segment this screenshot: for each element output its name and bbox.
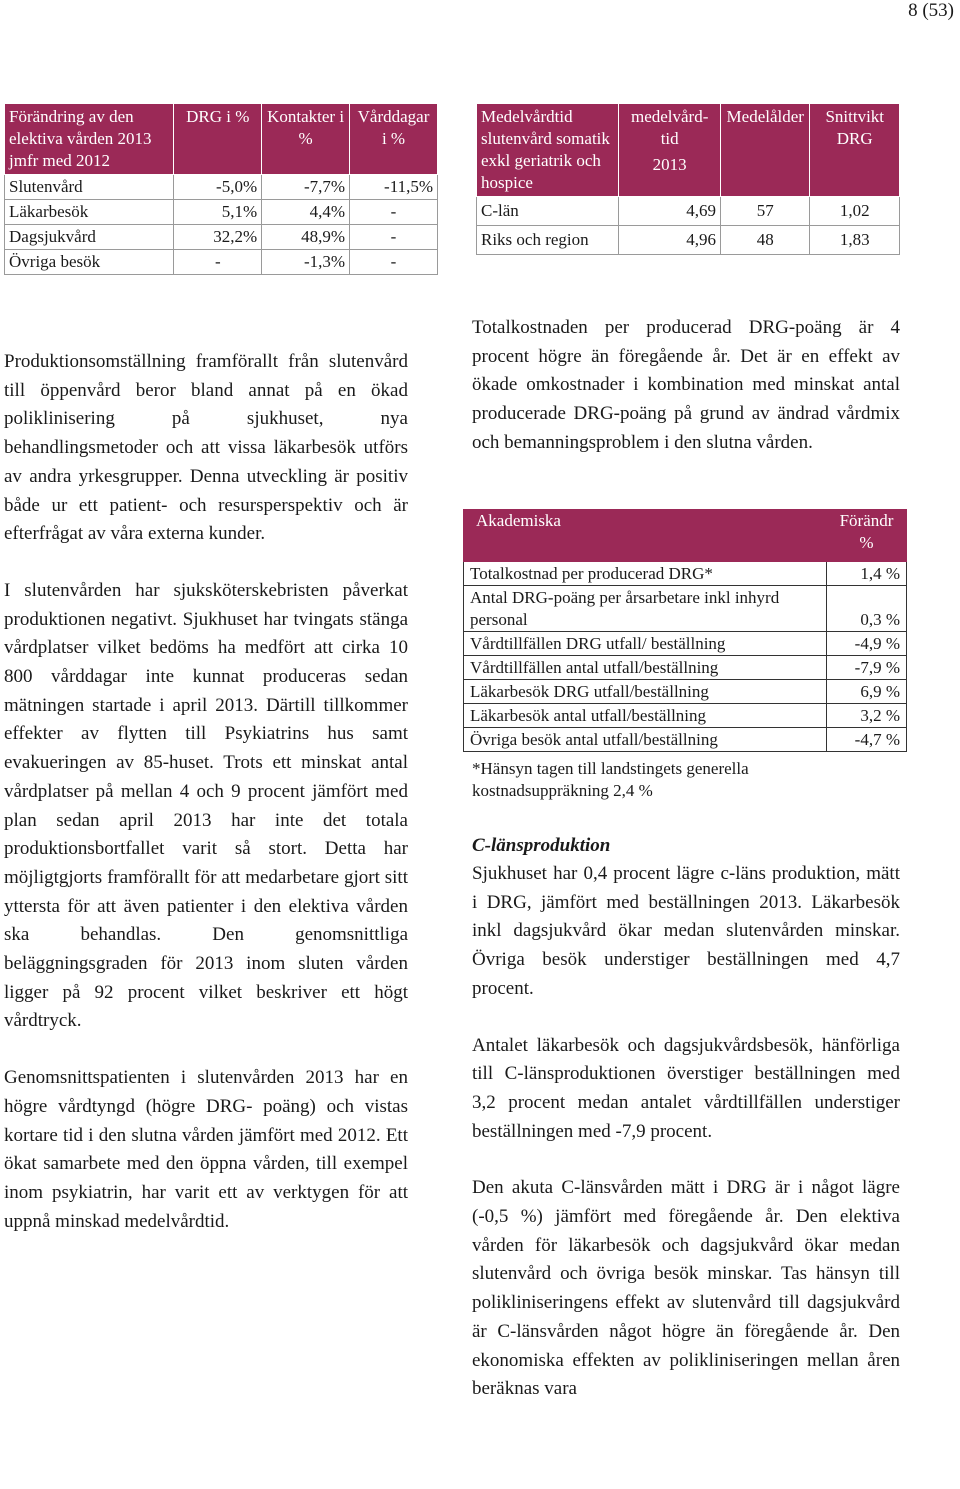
- akademiska-table: [463, 509, 907, 752]
- row-label: C-län: [477, 197, 619, 226]
- table-row: [5, 225, 438, 250]
- cell-varddagar: -: [350, 225, 438, 250]
- row-label: Slutenvård: [5, 175, 174, 200]
- section-heading: C-länsproduktion: [472, 835, 611, 856]
- row-value: -4,9 %: [827, 632, 907, 656]
- row-label: Övriga besök antal utfall/beställning: [464, 728, 827, 752]
- row-value: 3,2 %: [827, 704, 907, 728]
- table-row: [464, 586, 907, 632]
- cell-kontakter: -1,3%: [262, 250, 350, 275]
- row-value: 6,9 %: [827, 680, 907, 704]
- table-row: [5, 175, 438, 200]
- table-row: [464, 632, 907, 656]
- header-varddagar: Vårddagar i %: [350, 104, 438, 175]
- cell-kontakter: -7,7%: [262, 175, 350, 200]
- cell-drg: 32,2%: [174, 225, 262, 250]
- row-value: -4,7 %: [827, 728, 907, 752]
- paragraph: I slutenvården har sjuksköterskebristen påverkat produktionen negativt. Sjukhuset har tvingats stänga vårdplatser vilket bedöms ha medfört att cirka 10 800 vårddagar inte kunnat produceras sedan mätningen startade i april 2013. Därtill tillkommer effekter av flytten till Psykiatrins hus samt evakueringen av 85-huset. Trots ett minskat antal vårdplatser på mellan 4 och 9 procent jämfört med plan sedan april 2013 har inte det totala produktionsbortfallet varit så stort. Detta har möjligtgjorts framförallt för att medarbetare gjort sitt yttersta för att även patienter i den elektiva vården ska behandlas. Den genomsnittliga beläggningsgraden för 2013 inom sluten vården ligger på 92 procent vilket beskriver ett högt vårdtryck.: [4, 579, 408, 1032]
- table-row: [464, 704, 907, 728]
- table-row: [464, 656, 907, 680]
- header-medelvardtid-label: medelvård-tid: [630, 107, 709, 148]
- cell-varddagar: -: [350, 200, 438, 225]
- header-kontakter: Kontakter i %: [262, 104, 350, 175]
- table-row: [477, 226, 900, 255]
- row-label: Läkarbesök antal utfall/beställning: [464, 704, 827, 728]
- row-label: Antal DRG-poäng per årsarbetare inkl inhyrd personal: [464, 586, 827, 632]
- cell-kontakter: 48,9%: [262, 225, 350, 250]
- right-column-text: [472, 832, 900, 1404]
- row-label: Totalkostnad per producerad DRG*: [464, 562, 827, 586]
- cell-medelvardtid: 4,96: [619, 226, 721, 255]
- cell-medelalder: 48: [721, 226, 810, 255]
- header-snittvikt: Snittvikt DRG: [810, 104, 900, 197]
- header-label: Akademiska: [464, 510, 827, 562]
- paragraph: Genomsnittspatienten i slutenvården 2013 har en högre vårdtyngd (högre DRG- poäng) och vistas kortare tid i den slutna vården jämfört med 2012. Ett ökat samarbete med den öppna vården, till exempel inom psykiatrin, har varit ett av verktygen för att uppnå minskad medelvårdtid.: [4, 1067, 408, 1232]
- paragraph: Sjukhuset har 0,4 procent lägre c-läns produktion, mätt i DRG, jämfört med beställningen 2013. Läkarbesök inkl dagsjukvård ökar medan slutenvården minskar. Övriga besök understiger beställningen med 4,7 procent.: [472, 863, 900, 999]
- header-label: Förändring av den elektiva vården 2013 jmfr med 2012: [5, 104, 174, 175]
- cell-snittvikt: 1,02: [810, 197, 900, 226]
- header-label: Medelvårdtid slutenvård somatik exkl geriatrik och hospice: [477, 104, 619, 197]
- header-medelalder: Medelålder: [721, 104, 810, 197]
- row-label: Vårdtillfällen DRG utfall/ beställning: [464, 632, 827, 656]
- paragraph: Den akuta C-länsvården mätt i DRG är i något lägre (-0,5 %) jämfört med föregående år. Den elektiva vården för läkarbesök och dagsjukvård ökar medan slutenvård och övriga besök minskar. Tas hänsyn till polikliniseringens effekt av slutenvård till dagsjukvård är C-länsvården något högre än föregående år. Den ekonomiska effekten av polikliniseringen mellan åren beräknas vara: [472, 1177, 900, 1400]
- table-row: [464, 728, 907, 752]
- cell-snittvikt: 1,83: [810, 226, 900, 255]
- footnote: *Hänsyn tagen till landstingets generella kostnadsuppräkning 2,4 %: [472, 759, 749, 800]
- average-care-time-table: [476, 103, 900, 255]
- table-header-row: [477, 104, 900, 197]
- row-label: Läkarbesök: [5, 200, 174, 225]
- left-column-text: [4, 348, 408, 1236]
- header-value: Förändr %: [827, 510, 907, 562]
- row-label: Riks och region: [477, 226, 619, 255]
- table-row: [5, 200, 438, 225]
- cell-drg: -: [174, 250, 262, 275]
- cell-varddagar: -: [350, 250, 438, 275]
- cell-varddagar: -11,5%: [350, 175, 438, 200]
- cell-medelalder: 57: [721, 197, 810, 226]
- cell-kontakter: 4,4%: [262, 200, 350, 225]
- cell-drg: -5,0%: [174, 175, 262, 200]
- table-header-row: [5, 104, 438, 175]
- elective-change-table: [4, 103, 438, 275]
- header-drg: DRG i %: [174, 104, 262, 175]
- paragraph: Produktionsomställning framförallt från slutenvård till öppenvård beror bland annat på en ökad poliklinisering på sjukhuset, nya behandlingsmetoder och att vissa läkarbesök utförs av andra yrkesgrupper. Denna utveckling är positiv både ur ett patient- och resursperspektiv och är efterfrågat av våra externa kunder.: [4, 351, 408, 545]
- header-medelvardtid: [619, 104, 721, 197]
- header-year: 2013: [652, 155, 687, 174]
- page-number: 8 (53): [908, 0, 954, 21]
- row-label: Vårdtillfällen antal utfall/beställning: [464, 656, 827, 680]
- table-header-row: [464, 510, 907, 562]
- row-label: Läkarbesök DRG utfall/beställning: [464, 680, 827, 704]
- row-value: 0,3 %: [827, 586, 907, 632]
- akademiska-footnote: [472, 758, 872, 802]
- table-row: [477, 197, 900, 226]
- paragraph: Antalet läkarbesök och dagsjukvårdsbesök, hänförliga till C-länsproduktionen överstiger beställningen med 3,2 procent medan antalet vårdtillfällen understiger beställningen med -7,9 procent.: [472, 1034, 900, 1142]
- right-intro-text: [472, 314, 900, 458]
- row-value: -7,9 %: [827, 656, 907, 680]
- cell-medelvardtid: 4,69: [619, 197, 721, 226]
- paragraph: Totalkostnaden per producerad DRG-poäng är 4 procent högre än föregående år. Det är en effekt av ökade omkostnader i kombination med minskat antal producerade DRG-poäng på grund av ändrad vårdmix och bemanningsproblem i den slutna vården.: [472, 317, 900, 453]
- table-row: [464, 680, 907, 704]
- row-value: 1,4 %: [827, 562, 907, 586]
- row-label: Dagsjukvård: [5, 225, 174, 250]
- table-row: [464, 562, 907, 586]
- row-label: Övriga besök: [5, 250, 174, 275]
- cell-drg: 5,1%: [174, 200, 262, 225]
- table-row: [5, 250, 438, 275]
